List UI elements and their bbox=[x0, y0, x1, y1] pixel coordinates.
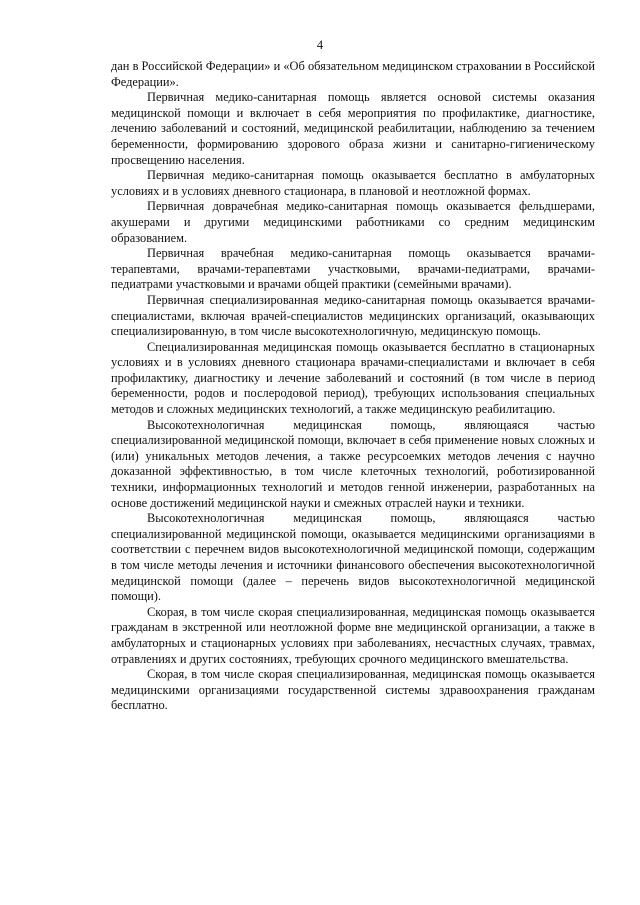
paragraph-primary-care-definition: Первичная медико-санитарная помощь является основой системы оказания медицинской помощи и включает в себя мероприятия по профилактике, диагностике, лечению заболеваний и состояний, медицинской реабилитации, наблюдению за течением беременности, формированию здорового образа жизни и санитарно-гигиеническому просвещению населения. bbox=[111, 90, 595, 167]
paragraph-high-tech-care-list: Высокотехнологичная медицинская помощь, являющаяся частью специализированной медицинской помощи, оказывается медицинскими организациями в соответствии с перечнем видов высокотехнологичной медицинской помощи, содержащим в том числе методы лечения и источники финансового обеспечения высокотехнологичной медицинской помощи (далее – перечень видов высокотехнологичной медицинской помощи). bbox=[111, 511, 595, 604]
paragraph-emergency-care-free: Скорая, в том числе скорая специализированная, медицинская помощь оказывается медицинскими организациями государственной системы здравоохранения гражданам бесплатно. bbox=[111, 667, 595, 713]
paragraph-pre-medical-care: Первичная доврачебная медико-санитарная помощь оказывается фельдшерами, акушерами и другими медицинскими работниками со средним медицинским образованием. bbox=[111, 199, 595, 245]
paragraph-continuation: дан в Российской Федерации» и «Об обязательном медицинском страховании в Российской Федерации». bbox=[111, 59, 595, 89]
paragraph-high-tech-care-definition: Высокотехнологичная медицинская помощь, являющаяся частью специализированной медицинской помощи, включает в себя применение новых сложных и (или) уникальных методов лечения, а также ресурсоемких методов лечения с научно доказанной эффективностью, в том числе клеточных технологий, роботизированной техники, информационных технологий и методов генной инженерии, разработанных на основе достижений медицинской науки и смежных отраслей науки и техники. bbox=[111, 417, 595, 510]
document-text-body bbox=[111, 59, 595, 714]
paragraph-specialized-care: Специализированная медицинская помощь оказывается бесплатно в стационарных условиях и в условиях дневного стационара врачами-специалистами и включает в себя профилактику, диагностику и лечение заболеваний и состояний (в том числе в период беременности, родов и послеродовой период), требующих использования специальных методов и сложных медицинских технологий, а также медицинскую реабилитацию. bbox=[111, 339, 595, 417]
page-number: 4 bbox=[316, 38, 324, 52]
paragraph-specialized-primary-care: Первичная специализированная медико-санитарная помощь оказывается врачами-специалистами, включая врачей-специалистов медицинских организаций, оказывающих специализированную, в том числе высокотехнологичную, медицинскую помощь. bbox=[111, 292, 595, 339]
paragraph-primary-care-free: Первичная медико-санитарная помощь оказывается бесплатно в амбулаторных условиях и в условиях дневного стационара, в плановой и неотложной формах. bbox=[111, 168, 595, 198]
paragraph-emergency-care-definition: Скорая, в том числе скорая специализированная, медицинская помощь оказывается гражданам в экстренной или неотложной форме вне медицинской организации, а также в амбулаторных и стационарных условиях при заболеваниях, несчастных случаях, травмах, отравлениях и других состояниях, требующих срочного медицинского вмешательства. bbox=[111, 604, 595, 666]
paragraph-physician-care: Первичная врачебная медико-санитарная помощь оказывается врачами-терапевтами, врачами-терапевтами участковыми, врачами-педиатрами, врачами-педиатрами участковыми и врачами общей практики (семейными врачами). bbox=[111, 246, 595, 292]
